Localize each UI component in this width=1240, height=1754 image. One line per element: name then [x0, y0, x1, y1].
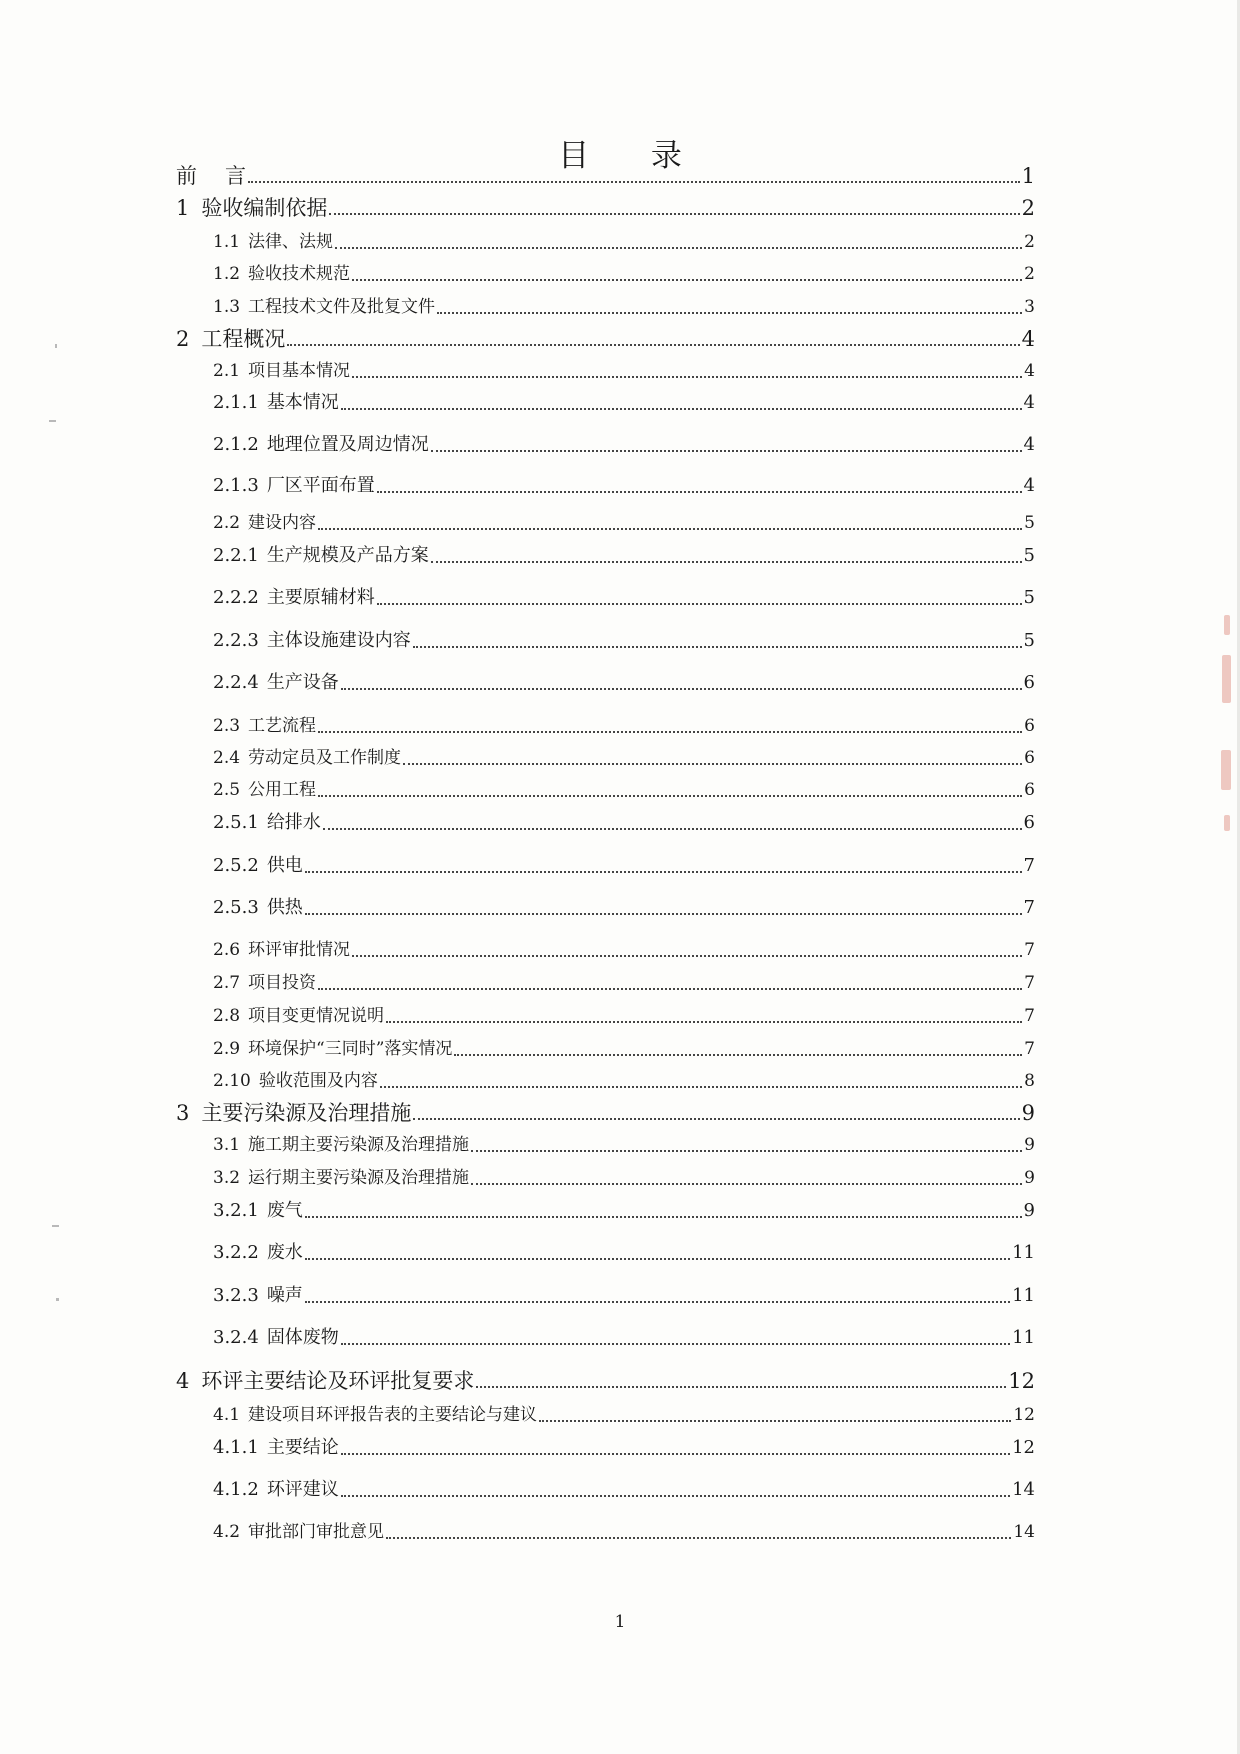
scan-speck	[55, 344, 57, 348]
toc-entry-page: 12	[1013, 1405, 1035, 1425]
toc-entry-label: 工艺流程	[248, 716, 317, 736]
toc-entry[interactable]	[213, 1163, 1035, 1193]
toc-entry-label: 主要原辅材料	[266, 587, 375, 608]
toc-entry[interactable]	[213, 775, 1035, 805]
toc-entry[interactable]	[176, 193, 1035, 223]
toc-dot-leader	[305, 913, 1022, 915]
scan-speck	[52, 1225, 59, 1227]
red-stamp-fragment	[1222, 655, 1231, 703]
toc-entry-page: 3	[1024, 297, 1035, 317]
toc-entry-number: 2.2	[213, 513, 241, 533]
toc-entry-label: 工程概况	[201, 327, 286, 351]
toc-entry[interactable]	[213, 471, 1035, 501]
toc-entry[interactable]	[213, 668, 1035, 698]
toc-entry-number: 3.2.4	[213, 1327, 259, 1348]
red-stamp-fragment	[1224, 615, 1230, 635]
toc-entry-number: 2.1.2	[213, 434, 259, 455]
toc-entry-label: 主要污染源及治理措施	[201, 1101, 412, 1125]
toc-entry-page: 9	[1021, 1101, 1035, 1125]
toc-dot-leader	[318, 731, 1022, 733]
toc-entry-number: 2.2.4	[213, 672, 259, 693]
toc-entry-page: 5	[1023, 587, 1035, 608]
toc-entry-page: 12	[1008, 1369, 1035, 1393]
toc-entry[interactable]	[176, 1098, 1035, 1128]
toc-entry-number: 2.8	[213, 1006, 241, 1026]
toc-entry-page: 5	[1024, 513, 1035, 533]
toc-entry-number: 3.2.3	[213, 1285, 259, 1306]
toc-dot-leader	[454, 1054, 1022, 1056]
toc-dot-leader	[318, 795, 1022, 797]
toc-entry-number: 4.2	[213, 1522, 241, 1542]
toc-entry-number: 2.5.2	[213, 855, 259, 876]
toc-entry-page: 2	[1021, 196, 1035, 220]
toc-dot-leader	[380, 1086, 1022, 1088]
toc-entry-label: 公用工程	[248, 780, 317, 800]
toc-entry[interactable]	[213, 1281, 1035, 1311]
toc-entry[interactable]	[213, 968, 1035, 998]
toc-entry-label: 给排水	[266, 812, 321, 833]
toc-entry-number: 2.2.3	[213, 630, 259, 651]
toc-dot-leader	[341, 1343, 1010, 1345]
toc-entry-label: 供热	[266, 897, 303, 918]
toc-entry-label: 建设内容	[248, 513, 317, 533]
toc-entry-page: 7	[1024, 1006, 1035, 1026]
toc-dot-leader	[341, 1495, 1010, 1497]
toc-entry-page: 5	[1023, 545, 1035, 566]
toc-entry-number: 3.2.1	[213, 1200, 259, 1221]
toc-dot-leader	[476, 1386, 1006, 1388]
toc-entry-label: 噪声	[266, 1285, 303, 1306]
toc-entry-label: 法律、法规	[248, 232, 334, 252]
toc-entry-page: 6	[1024, 780, 1035, 800]
toc-entry-page: 7	[1024, 1039, 1035, 1059]
toc-entry-number: 2.1.1	[213, 392, 259, 413]
toc-entry-page: 2	[1024, 264, 1035, 284]
toc-dot-leader	[403, 763, 1022, 765]
toc-entry-page: 6	[1024, 748, 1035, 768]
toc-entry-number: 4.1.1	[213, 1437, 259, 1458]
toc-entry-number: 2.10	[213, 1071, 251, 1091]
toc-entry-label: 厂区平面布置	[266, 475, 375, 496]
toc-dot-leader	[431, 561, 1022, 563]
toc-entry-label: 生产设备	[266, 672, 339, 693]
toc-dot-leader	[437, 312, 1022, 314]
toc-entry-label: 环评主要结论及环评批复要求	[201, 1369, 475, 1393]
toc-entry[interactable]	[213, 1001, 1035, 1031]
toc-entry-page: 4	[1023, 434, 1035, 455]
toc-entry-page: 11	[1012, 1285, 1035, 1306]
toc-entry[interactable]	[213, 711, 1035, 741]
toc-entry[interactable]	[213, 808, 1035, 838]
toc-entry-number: 2.4	[213, 748, 241, 768]
toc-dot-leader	[386, 1537, 1011, 1539]
toc-entry[interactable]	[213, 227, 1035, 257]
toc-dot-leader	[329, 213, 1019, 215]
toc-entry[interactable]	[213, 1034, 1035, 1064]
scan-speck	[56, 1298, 59, 1301]
toc-entry-label: 项目基本情况	[248, 361, 351, 381]
toc-dot-leader	[305, 1301, 1010, 1303]
toc-entry-number: 4.1.2	[213, 1479, 259, 1500]
toc-dot-leader	[352, 279, 1022, 281]
toc-entry-page: 14	[1013, 1522, 1035, 1542]
toc-title: 目 录	[558, 138, 708, 174]
toc-dot-leader	[287, 344, 1019, 346]
toc-dot-leader	[413, 1118, 1019, 1120]
toc-dot-leader	[539, 1420, 1011, 1422]
toc-entry-label: 地理位置及周边情况	[266, 434, 429, 455]
toc-entry-page: 14	[1012, 1479, 1035, 1500]
toc-dot-leader	[341, 1453, 1010, 1455]
toc-entry[interactable]	[213, 508, 1035, 538]
red-stamp-fragment	[1221, 750, 1231, 790]
toc-entry[interactable]	[213, 626, 1035, 656]
toc-entry-page: 12	[1012, 1437, 1035, 1458]
toc-entry-label: 环境保护“三同时”落实情况	[248, 1039, 453, 1059]
toc-dot-leader	[305, 871, 1022, 873]
toc-entry-number: 3.1	[213, 1135, 241, 1155]
toc-dot-leader	[352, 376, 1022, 378]
toc-entry-label: 验收技术规范	[248, 264, 351, 284]
toc-entry-label: 固体废物	[266, 1327, 339, 1348]
toc-dot-leader	[341, 688, 1022, 690]
toc-entry-number: 2.5.3	[213, 897, 259, 918]
toc-entry-label: 生产规模及产品方案	[266, 545, 429, 566]
toc-entry[interactable]	[213, 583, 1035, 613]
toc-dot-leader	[341, 408, 1022, 410]
toc-entry-page: 8	[1024, 1071, 1035, 1091]
toc-dot-leader	[323, 828, 1022, 830]
toc-entry[interactable]	[213, 1238, 1035, 1268]
toc-entry-number: 2.2.1	[213, 545, 259, 566]
toc-entry-label: 环评审批情况	[248, 940, 351, 960]
toc-dot-leader	[471, 1183, 1022, 1185]
toc-entry-page: 7	[1023, 897, 1035, 918]
toc-entry[interactable]	[213, 1323, 1035, 1353]
toc-entry-number: 3	[176, 1101, 190, 1125]
toc-entry[interactable]	[213, 1130, 1035, 1160]
toc-entry-page: 6	[1023, 672, 1035, 693]
toc-entry-page: 5	[1023, 630, 1035, 651]
toc-entry-number: 3.2	[213, 1168, 241, 1188]
toc-entry-page: 11	[1012, 1242, 1035, 1263]
toc-entry[interactable]	[213, 292, 1035, 322]
toc-entry-number: 2.1.3	[213, 475, 259, 496]
toc-entry-label: 建设项目环评报告表的主要结论与建议	[248, 1405, 538, 1425]
toc-entry-label: 验收范围及内容	[258, 1071, 378, 1091]
toc-entry-label: 施工期主要污染源及治理措施	[248, 1135, 470, 1155]
toc-entry[interactable]	[176, 324, 1035, 354]
toc-entry-number: 2	[176, 327, 190, 351]
toc-dot-leader	[335, 247, 1022, 249]
toc-entry[interactable]	[213, 851, 1035, 881]
toc-entry-label: 项目变更情况说明	[248, 1006, 385, 1026]
toc-dot-leader	[471, 1150, 1022, 1152]
toc-entry[interactable]	[213, 259, 1035, 289]
toc-entry[interactable]	[213, 1196, 1035, 1226]
toc-entry-number: 1.3	[213, 297, 241, 317]
toc-entry[interactable]	[213, 1066, 1035, 1096]
toc-entry[interactable]	[213, 1475, 1035, 1505]
toc-entry-label: 审批部门审批意见	[248, 1522, 385, 1542]
toc-entry-number: 2.3	[213, 716, 241, 736]
toc-entry[interactable]	[213, 1433, 1035, 1463]
toc-entry-number: 1	[176, 196, 190, 220]
toc-entry[interactable]	[213, 388, 1035, 418]
toc-entry-number: 3.2.2	[213, 1242, 259, 1263]
toc-entry-number: 2.5.1	[213, 812, 259, 833]
toc-entry-number: 4.1	[213, 1405, 241, 1425]
toc-entry-page: 6	[1023, 812, 1035, 833]
toc-entry[interactable]	[213, 935, 1035, 965]
toc-entry-page: 7	[1024, 940, 1035, 960]
page-number-footer: 1	[614, 1612, 626, 1632]
toc-entry-page: 6	[1024, 716, 1035, 736]
toc-entry[interactable]	[213, 356, 1035, 386]
toc-entry-page: 2	[1024, 232, 1035, 252]
toc-dot-leader	[318, 988, 1022, 990]
toc-entry-number: 1.2	[213, 264, 241, 284]
toc-dot-leader	[318, 528, 1022, 530]
toc-entry-page: 9	[1024, 1168, 1035, 1188]
toc-entry[interactable]	[213, 1400, 1035, 1430]
toc-entry-label: 废气	[266, 1200, 303, 1221]
red-stamp-fragment	[1224, 815, 1230, 831]
toc-entry-number: 2.1	[213, 361, 241, 381]
toc-entry-label: 废水	[266, 1242, 303, 1263]
toc-entry-label: 供电	[266, 855, 303, 876]
toc-entry-label: 验收编制依据	[201, 196, 328, 220]
toc-entry-label: 环评建议	[266, 1479, 339, 1500]
toc-entry[interactable]	[176, 1366, 1035, 1396]
toc-entry-page: 7	[1024, 973, 1035, 993]
toc-entry-number: 2.5	[213, 780, 241, 800]
toc-entry-number: 2.6	[213, 940, 241, 960]
toc-entry-page: 9	[1023, 1200, 1035, 1221]
toc-entry-number: 前	[176, 164, 197, 188]
toc-entry[interactable]	[213, 541, 1035, 571]
toc-entry[interactable]	[213, 743, 1035, 773]
toc-dot-leader	[386, 1021, 1022, 1023]
toc-entry-label: 主体设施建设内容	[266, 630, 411, 651]
toc-entry[interactable]	[213, 430, 1035, 460]
toc-entry-page: 4	[1023, 475, 1035, 496]
toc-entry[interactable]	[213, 893, 1035, 923]
toc-entry-number: 2.7	[213, 973, 241, 993]
toc-entry-label: 基本情况	[266, 392, 339, 413]
toc-entry-number: 2.2.2	[213, 587, 259, 608]
toc-dot-leader	[377, 491, 1022, 493]
toc-entry-number: 2.9	[213, 1039, 241, 1059]
toc-dot-leader	[413, 646, 1022, 648]
toc-dot-leader	[377, 603, 1022, 605]
toc-dot-leader	[305, 1258, 1010, 1260]
toc-entry[interactable]	[213, 1517, 1035, 1547]
toc-entry-label: 言	[225, 164, 246, 188]
toc-entry-number: 1.1	[213, 232, 241, 252]
toc-entry-page: 4	[1021, 327, 1035, 351]
toc-entry[interactable]	[176, 161, 1035, 191]
toc-entry-number: 4	[176, 1369, 190, 1393]
toc-entry-page: 11	[1012, 1327, 1035, 1348]
toc-dot-leader	[305, 1216, 1022, 1218]
toc-entry-page: 1	[1021, 164, 1035, 188]
toc-entry-label: 劳动定员及工作制度	[248, 748, 402, 768]
toc-entry-label: 工程技术文件及批复文件	[248, 297, 436, 317]
toc-entry-page: 7	[1023, 855, 1035, 876]
toc-entry-label: 主要结论	[266, 1437, 339, 1458]
toc-entry-page: 9	[1024, 1135, 1035, 1155]
toc-entry-label: 项目投资	[248, 973, 317, 993]
toc-dot-leader	[431, 450, 1022, 452]
toc-entry-page: 4	[1023, 392, 1035, 413]
scan-speck	[49, 420, 56, 422]
toc-dot-leader	[352, 955, 1022, 957]
toc-dot-leader	[248, 181, 1020, 183]
toc-entry-label: 运行期主要污染源及治理措施	[248, 1168, 470, 1188]
toc-entry-page: 4	[1024, 361, 1035, 381]
